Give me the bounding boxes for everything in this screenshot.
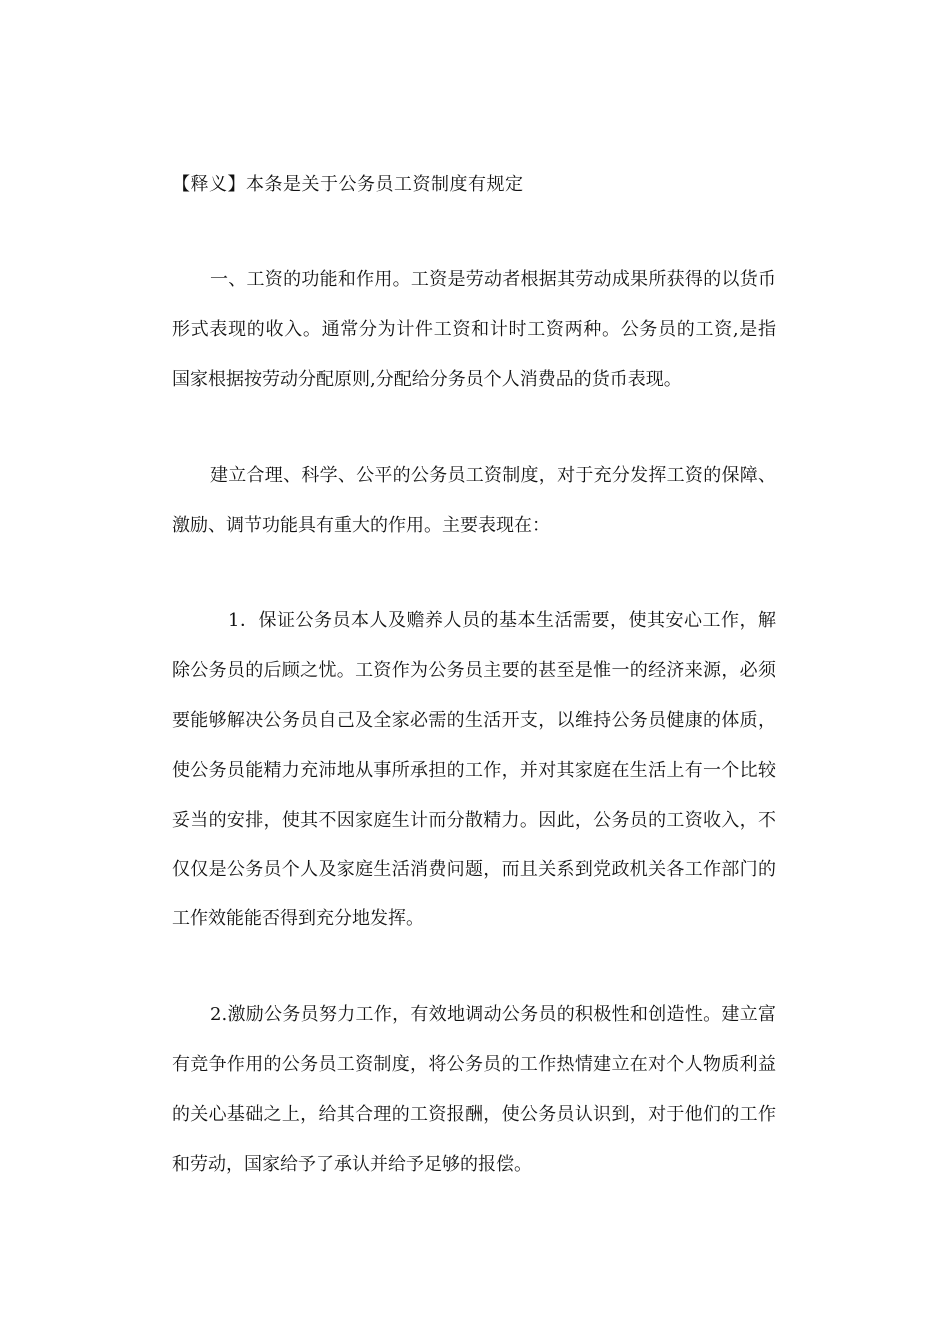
paragraph-3-line-4: 使公务员能精力充沛地从事所承担的工作，并对其家庭在生活上有一个比较 xyxy=(172,760,776,781)
paragraph-4-line-4: 和劳动，国家给予了承认并给予足够的报偿。 xyxy=(172,1154,532,1175)
paragraph-1-line-3: 国家根据按劳动分配原则,分配给分务员个人消费品的货币表现。 xyxy=(172,369,682,390)
paragraph-3-line-3: 要能够解决公务员自己及全家必需的生活开支，以维持公务员健康的体质， xyxy=(172,710,776,731)
paragraph-1-line-1: 一、工资的功能和作用。工资是劳动者根据其劳动成果所获得的以货币 xyxy=(210,269,776,290)
paragraph-3-line-1: 1．保证公务员本人及赡养人员的基本生活需要，使其安心工作，解 xyxy=(228,610,776,631)
paragraph-3-line-5: 妥当的安排，使其不因家庭生计而分散精力。因此，公务员的工资收入，不 xyxy=(172,810,776,831)
paragraph-4-line-1: 2.激励公务员努力工作，有效地调动公务员的积极性和创造性。建立富 xyxy=(210,1004,776,1025)
paragraph-3-line-7: 工作效能能否得到充分地发挥。 xyxy=(172,908,424,929)
paragraph-2-line-2: 激励、调节功能具有重大的作用。主要表现在： xyxy=(172,515,550,536)
paragraph-4-line-3: 的关心基础之上，给其合理的工资报酬，使公务员认识到，对于他们的工作 xyxy=(172,1104,776,1125)
paragraph-3-line-2: 除公务员的后顾之忧。工资作为公务员主要的甚至是惟一的经济来源，必须 xyxy=(172,660,776,681)
paragraph-4-line-2: 有竞争作用的公务员工资制度，将公务员的工作热情建立在对个人物质利益 xyxy=(172,1054,776,1075)
paragraph-3-line-6: 仅仅是公务员个人及家庭生活消费问题，而且关系到党政机关各工作部门的 xyxy=(172,859,776,880)
document-heading: 【释义】本条是关于公务员工资制度有规定 xyxy=(172,174,524,195)
paragraph-2-line-1: 建立合理、科学、公平的公务员工资制度，对于充分发挥工资的保障、 xyxy=(210,465,776,486)
paragraph-1-line-2: 形式表现的收入。通常分为计件工资和计时工资两种。公务员的工资,是指 xyxy=(172,319,776,340)
